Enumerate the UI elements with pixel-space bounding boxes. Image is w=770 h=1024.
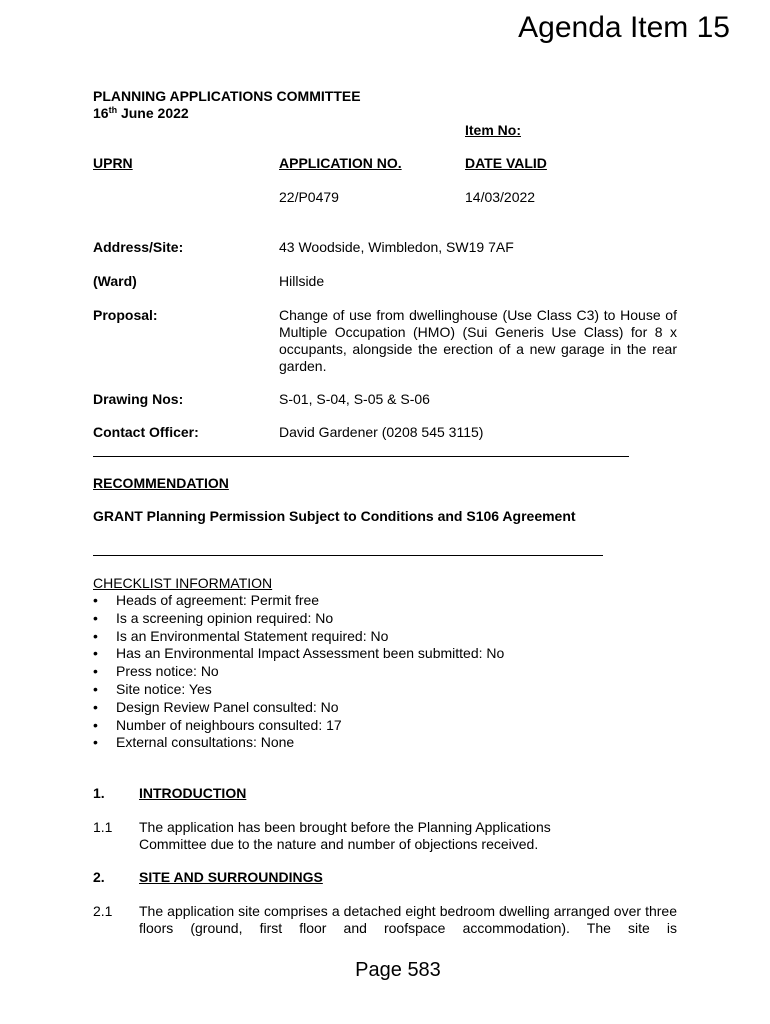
application-date-valid: 14/03/2022: [465, 189, 536, 205]
list-item: • Heads of agreement: Permit free: [93, 592, 320, 608]
application-number: 22/P0479: [279, 189, 339, 205]
checklist-heading: CHECKLIST INFORMATION: [93, 575, 273, 591]
item-no-label: Item No:: [465, 122, 521, 138]
ward-label: (Ward): [93, 273, 137, 289]
list-item: • Is an Environmental Statement required: No: [93, 627, 389, 644]
ward-value: Hillside: [279, 273, 325, 289]
list-item: • Has an Environmental Impact Assessment been submitted: No: [93, 645, 505, 662]
section-1-number: 1.: [93, 785, 105, 801]
page-number: Page 583: [355, 959, 441, 981]
section-2-number: 2.: [93, 869, 105, 885]
list-item: • Site notice: Yes: [93, 680, 212, 697]
committee-title: PLANNING APPLICATIONS COMMITTEE: [93, 88, 361, 104]
drawing-nos-label: Drawing Nos:: [93, 391, 184, 407]
recommendation-heading: RECOMMENDATION: [93, 475, 229, 491]
divider-line: [93, 555, 603, 556]
paragraph-2-1-text: The application site comprises a detached eight bedroom dwelling arranged over three floors (ground, first floor and roofspace accommodation). The site is: [139, 903, 677, 936]
list-item: • Press notice: No: [93, 663, 219, 680]
proposal-label: Proposal:: [93, 307, 158, 323]
address-label: Address/Site:: [93, 239, 184, 255]
address-value: 43 Woodside, Wimbledon, SW19 7AF: [279, 239, 514, 255]
drawing-nos-value: S-01, S-04, S-05 & S-06: [279, 391, 430, 407]
paragraph-1-1-text: The application has been brought before the Planning Applications Committee due to the nature and number of objections received.: [139, 819, 551, 852]
section-1-title: INTRODUCTION: [139, 785, 247, 801]
proposal-value: Change of use from dwellinghouse (Use Class C3) to House of Multiple Occupation (HMO) (Sui Generis Use Class) for 8 x occupants, alongside the erection of a new garage in the rear garden.: [279, 307, 677, 374]
paragraph-2-1-number: 2.1: [93, 903, 113, 919]
meeting-date: 16th June 2022: [93, 105, 189, 121]
contact-officer-label: Contact Officer:: [93, 424, 199, 440]
list-item: • Number of neighbours consulted: 17: [93, 716, 342, 733]
agenda-item-label: Agenda Item 15: [518, 11, 730, 44]
list-item: • External consultations: None: [93, 734, 295, 751]
checklist-list: [93, 592, 504, 752]
application-no-header: APPLICATION NO.: [279, 155, 402, 171]
divider-line: [93, 456, 629, 457]
list-item: • Is a screening opinion required: No: [93, 609, 334, 626]
section-2-title: SITE AND SURROUNDINGS: [139, 869, 323, 885]
uprn-header: UPRN: [93, 155, 133, 171]
paragraph-1-1-number: 1.1: [93, 819, 113, 835]
list-item: • Design Review Panel consulted: No: [93, 698, 339, 715]
recommendation-text: GRANT Planning Permission Subject to Conditions and S106 Agreement: [93, 508, 576, 524]
contact-officer-value: David Gardener (0208 545 3115): [279, 424, 484, 440]
date-valid-header: DATE VALID: [465, 155, 547, 171]
